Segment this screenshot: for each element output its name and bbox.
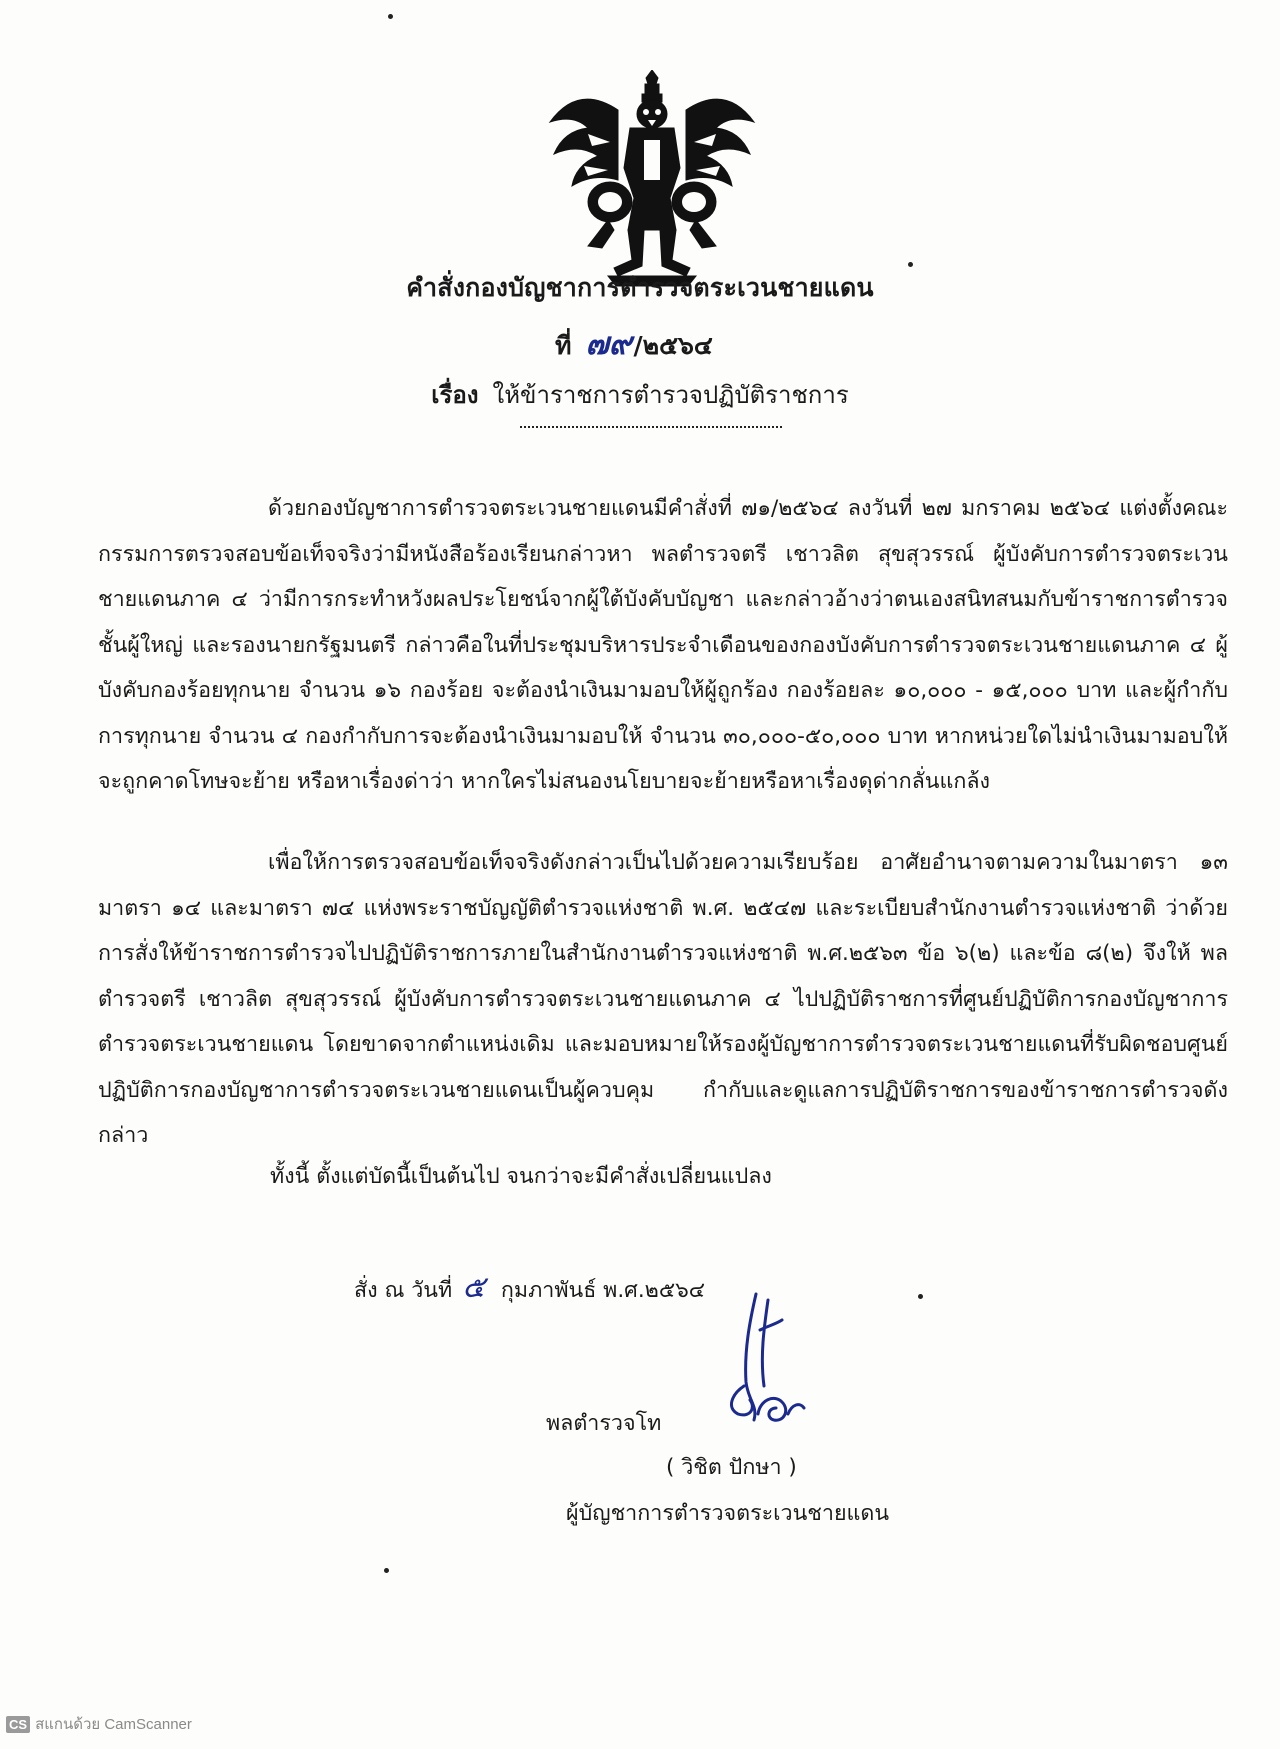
scan-speck: [918, 1294, 923, 1299]
camscanner-badge: CS: [6, 1716, 30, 1733]
paragraph-complaint: [98, 486, 1228, 805]
subject-label: เรื่อง: [431, 381, 479, 409]
order-number: [555, 318, 713, 368]
ordered-on-label: สั่ง ณ วันที่: [354, 1278, 453, 1303]
scan-speck: [908, 262, 913, 267]
handwritten-order-number: ๗๙: [585, 326, 632, 362]
header-separator: [520, 426, 782, 428]
order-subject: [0, 375, 1280, 414]
scan-speck: [384, 1568, 389, 1573]
camscanner-text: สแกนด้วย CamScanner: [35, 1716, 192, 1733]
camscanner-watermark: [6, 1712, 192, 1736]
signer-rank: พลตำรวจโท: [546, 1411, 662, 1436]
subject-text: ให้ข้าราชการตำรวจปฏิบัติราชการ: [492, 381, 849, 409]
signer-position: ผู้บัญชาการตำรวจตระเวนชายแดน: [566, 1501, 890, 1526]
order-title: คำสั่งกองบัญชาการตำรวจตระเวนชายแดน: [406, 273, 874, 302]
garuda-emblem-icon: [548, 70, 756, 290]
signer-name: ( วิชิต ปักษา ): [666, 1455, 797, 1480]
paragraph-order: [98, 840, 1228, 1159]
paragraph-1-text: ด้วยกองบัญชาการตำรวจตระเวนชายแดนมีคำสั่งที่ ๗๑/๒๕๖๔ ลงวันที่ ๒๗ มกราคม ๒๕๖๔ แต่งตั้งคณะกรรมการตรวจสอบข้อเท็จจริงว่ามีหนังสือร้องเรียนกล่าวหา พลตำรวจตรี เชาวลิต สุขสุวรรณ์ ผู้บังคับการตำรวจตระเวนชายแดนภาค ๔ ว่ามีการกระทำหวังผลประโยชน์จากผู้ใต้บังคับบัญชา และกล่าวอ้างว่าตนเองสนิทสนมกับข้าราชการตำรวจชั้นผู้ใหญ่ และรองนายกรัฐมนตรี กล่าวคือในที่ประชุมบริหารประจำเดือนของกองบังคับการตำรวจตระเวนชายแดนภาค ๔ ผู้บังคับกองร้อยทุกนาย จำนวน ๑๖ กองร้อย จะต้องนำเงินมามอบให้ผู้ถูกร้อง กองร้อยละ ๑๐,๐๐๐ - ๑๕,๐๐๐ บาท และผู้กำกับการทุกนาย จำนวน ๔ กองกำกับการจะต้องนำเงินมามอบให้ จำนวน ๓๐,๐๐๐-๕๐,๐๐๐ บาท หากหน่วยใดไม่นำเงินมามอบให้จะถูกคาดโทษจะย้าย หรือหาเรื่องด่าว่า หากใครไม่สนองนโยบายจะย้ายหรือหาเรื่องดุด่ากลั่นแกล้ง: [98, 496, 1228, 794]
handwritten-day: ๕: [462, 1270, 485, 1305]
order-number-prefix: ที่: [555, 331, 572, 360]
paragraph-effective: ทั้งนี้ ตั้งแต่บัดนี้เป็นต้นไป จนกว่าจะมีคำสั่งเปลี่ยนแปลง: [270, 1164, 772, 1189]
scan-speck: [388, 14, 393, 19]
month-year: กุมภาพันธ์ พ.ศ.๒๕๖๔: [500, 1278, 706, 1303]
paragraph-2-text: เพื่อให้การตรวจสอบข้อเท็จจริงดังกล่าวเป็นไปด้วยความเรียบร้อย อาศัยอำนาจตามความในมาตรา ๑๓ มาตรา ๑๔ และมาตรา ๗๔ แห่งพระราชบัญญัติตำรวจแห่งชาติ พ.ศ. ๒๕๔๗ และระเบียบสำนักงานตำรวจแห่งชาติ ว่าด้วยการสั่งให้ข้าราชการตำรวจไปปฏิบัติราชการภายในสำนักงานตำรวจแห่งชาติ พ.ศ.๒๕๖๓ ข้อ ๖(๒) และข้อ ๘(๒) จึงให้ พลตำรวจตรี เชาวลิต สุขสุวรรณ์ ผู้บังคับการตำรวจตระเวนชายแดนภาค ๔ ไปปฏิบัติราชการที่ศูนย์ปฏิบัติการกองบัญชาการตำรวจตระเวนชายแดน โดยขาดจากตำแหน่งเดิม และมอบหมายให้รองผู้บัญชาการตำรวจตระเวนชายแดนที่รับผิดชอบศูนย์ปฏิบัติการกองบัญชาการตำรวจตระเวนชายแดนเป็นผู้ควบคุม กำกับและดูแลการปฏิบัติราชการของข้าราชการตำรวจดังกล่าว: [98, 850, 1229, 1148]
handwritten-signature: [698, 1290, 808, 1440]
order-number-year: /๒๕๖๔: [633, 331, 713, 360]
order-date: [354, 1264, 705, 1311]
